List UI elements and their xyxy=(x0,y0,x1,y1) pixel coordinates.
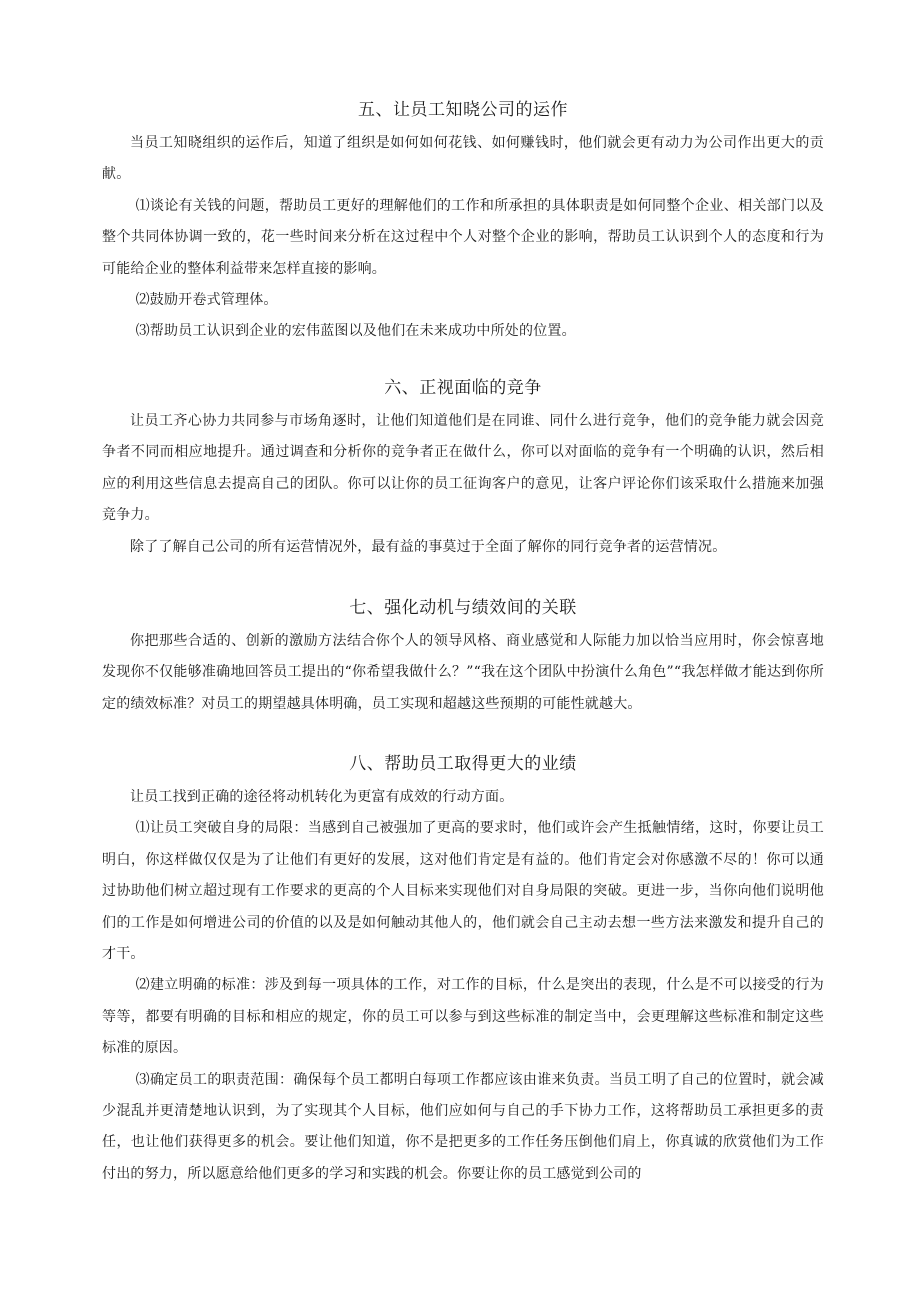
section-7 xyxy=(102,596,824,720)
section-5-heading: 五、让员工知晓公司的运作 xyxy=(358,100,568,120)
section-7-paragraph: 你把那些合适的、创新的激励方法结合你个人的领导风格、商业感觉和人际能力加以恰当应用时，你会惊喜地发现你不仅能够准确地回答员工提出的“你希望我做什么？”“我在这个团队中扮演什么角色”“我怎样做才能达到你所定的绩效标准？对员工的期望越具体明确，员工实现和超越这些预期的可能性就越大。 xyxy=(102,633,824,712)
section-6-heading: 六、正视面临的竞争 xyxy=(384,378,542,398)
section-8-item-1: ⑴让员工突破自身的局限：当感到自己被强加了更高的要求时，他们或许会产生抵触情绪，这时，你要让员工明白，你这样做仅仅是为了让他们有更好的发展，这对他们肯定是有益的。他们肯定会对你感激不尽的！你可以通过协助他们树立超过现有工作要求的更高的个人目标来实现他们对自身局限的突破。更进一步，当你向他们说明他们的工作是如何增进公司的价值的以及是如何触动其他人的，他们就会自己主动去想一些方法来激发和提升自己的才干。 xyxy=(102,820,824,963)
section-8-paragraph: 让员工找到正确的途径将动机转化为更富有成效的行动方面。 xyxy=(130,789,514,805)
section-5-item-1: ⑴谈论有关钱的问题，帮助员工更好的理解他们的工作和所承担的具体职责是如何同整个企业、相关部门以及整个共同体协调一致的，花一些时间来分析在这过程中个人对整个企业的影响，帮助员工认识到个人的态度和行为可能给企业的整体利益带来怎样直接的影响。 xyxy=(102,197,824,277)
section-5 xyxy=(102,98,824,348)
section-5-item-3: ⑶帮助员工认识到企业的宏伟蓝图以及他们在未来成功中所处的位置。 xyxy=(135,323,576,340)
section-5-item-2: ⑵鼓励开卷式管理体。 xyxy=(135,292,278,309)
section-6 xyxy=(102,376,824,563)
section-8-heading: 八、帮助员工取得更大的业绩 xyxy=(349,754,577,774)
section-8-item-3: ⑶确定员工的职责范围：确保每个员工都明白每项工作都应该由谁来负责。当员工明了自己的位置时，就会减少混乱并更清楚地认识到，为了实现其个人目标，他们应如何与自己的手下协力工作，这将帮助员工承担更多的责任，也让他们获得更多的机会。要让他们知道，你不是把更多的工作任务压倒他们肩上，你真诚的欣赏他们为工作付出的努力，所以愿意给他们更多的学习和实践的机会。你要让你的员工感觉到公司的 xyxy=(102,1071,824,1182)
section-5-paragraph: 当员工知晓组织的运作后，知道了组织是如何如何花钱、如何赚钱时，他们就会更有动力为公司作出更大的贡献。 xyxy=(102,135,824,183)
section-7-heading: 七、强化动机与绩效间的关联 xyxy=(349,598,577,618)
section-6-paragraph: 让员工齐心协力共同参与市场角逐时，让他们知道他们是在同谁、同什么进行竞争，他们的竞争能力就会因竞争者不同而相应地提升。通过调查和分析你的竞争者正在做什么，你可以对面临的竞争有一个明确的认识，然后相应的利用这些信息去提高自己的团队。你可以让你的员工征询客户的意见，让客户评论你们该采取什么措施来加强竞争力。 xyxy=(102,413,824,524)
section-6-paragraph: 除了了解自己公司的所有运营情况外，最有益的事莫过于全面了解你的同行竞争者的运营情况。 xyxy=(130,538,727,555)
section-8 xyxy=(102,752,824,1190)
section-8-item-2: ⑵建立明确的标准：涉及到每一项具体的工作，对工作的目标，什么是突出的表现，什么是不可以接受的行为等等，都要有明确的目标和相应的规定，你的员工可以参与到这些标准的制定当中，会更理解这些标准和制定这些标准的原因。 xyxy=(102,977,824,1057)
